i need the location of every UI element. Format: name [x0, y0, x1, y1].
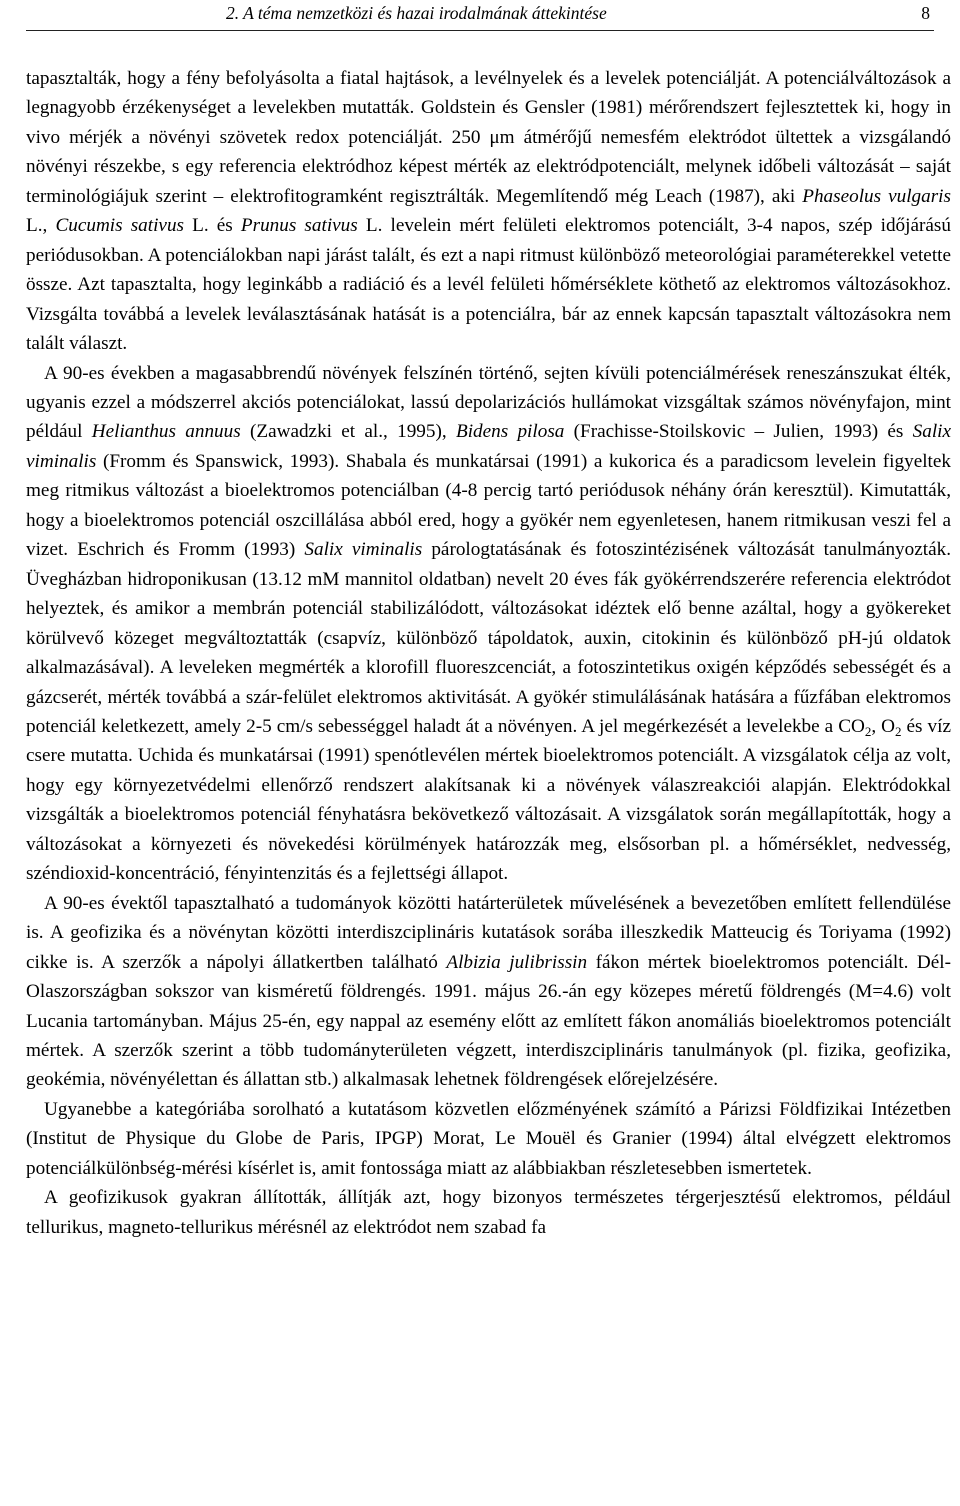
paragraph: [26, 359, 951, 889]
text-run: Ugyanebbe a kategóriába sorolható a kutatásom közvetlen előzményének számító a Párizsi Földfizikai Intézetben (Institut de Physique du Globe de Paris, IPGP) Morat, Le Mouël és Granier (1994) által elvégzett elektromos potenciálkülönbség-mérési kísérlet is, amit fontossága miatt az alábbiakban részletesebben ismertetek.: [26, 1098, 951, 1179]
running-header: [26, 0, 934, 31]
italic-species-name: Albizia julibrissin: [446, 951, 588, 973]
paragraph: [26, 1095, 951, 1183]
text-run: (Frachisse-Stoilskovic – Julien, 1993) és: [564, 421, 913, 443]
subscript: 2: [864, 723, 872, 739]
text-run: L.,: [26, 215, 56, 237]
italic-species-name: Helianthus annuus: [91, 421, 241, 443]
text-run: , O: [871, 715, 896, 737]
text-run: A 90-es évektől tapasztalható a tudományok közötti határterületek művelésének a bevezetőben említett fellendülése is. A geofizika és a növénytan közötti interdiszciplináris kutatások sorába illeszkedik Matteucig és Toriyama (1992) cikke is. A szerzők a nápolyi állatkertben található: [26, 892, 951, 973]
italic-species-name: Salix viminalis: [304, 539, 423, 561]
italic-species-name: Bidens pilosa: [455, 421, 565, 443]
paragraph: [26, 64, 951, 359]
text-run: L. levelein mért felületi elektromos potenciált, 3-4 napos, szép időjárású periódusokban. A potenciálokban napi járást talált, és ezt a napi ritmust különböző meteorológiai paraméterekkel vetette össze. Azt tapasztalta, hogy leginkább a radiáció és a levél felületi hőmérséklete köthető az elektromos változásokhoz. Vizsgálta továbbá a levelek leválasztásának hatását is a potenciálra, bár az ennek kapcsán tapasztalt változásokra nem talált választ.: [26, 215, 951, 355]
italic-species-name: Prunus sativus: [240, 215, 358, 237]
paragraph: [26, 1183, 951, 1242]
text-run: A geofizikusok gyakran állították, állítják azt, hogy bizonyos természetes térgerjesztésű elektromos, például tellurikus, magneto-tellurikus mérésnél az elektródot nem szabad fa: [26, 1187, 951, 1238]
body-text: [26, 64, 951, 1242]
text-run: párologtatásának és fotoszintézisének változását tanulmányozták. Üvegházban hidroponikusan (13.12 mM mannitol oldatban) nevelt 20 éves fák gyökérrendszerére referencia elektródot helyeztek, és amikor a membrán potenciál stabilizálódott, változásokat idéztek elő benne azáltal, hogy a gyökereket körülvevő közeget megváltoztatták (csapvíz, különböző tápoldatok, auxin, citokinin és különböző pH-jú oldatok alkalmazásával). A leveleken megmérték a klorofill fluoreszcenciát, a fotoszintetikus oxigén képződés sebességét és a gázcserét, mérték továbbá a szár-felület elektromos aktivitását. A gyökér stimulálásának hatására a fűzfában elektromos potenciál keletkezett, amely 2-5 cm/s sebességgel haladt át a növényen. A jel megérkezését a levelekbe a CO: [26, 539, 952, 737]
text-run: (Zawadzki et al., 1995),: [240, 421, 456, 443]
italic-species-name: Salix viminalis: [26, 421, 951, 472]
text-run: A 90-es években a magasabbrendű növények felszínén történő, sejten kívüli potenciálmérések reneszánszukat élték, ugyanis ezzel a módszerrel akciós potenciálokat, lassú depolarizációs hullámokat vizsgáltak számos növényfajon, mint például: [26, 362, 951, 443]
text-run: tapasztalták, hogy a fény befolyásolta a fiatal hajtások, a levélnyelek és a levelek potenciálját. A potenciálváltozások a legnagyobb érzékenységet a levelekben mutatták. Goldstein és Gensler (1981) mérőrendszert fejlesztettek ki, hogy in vivo mérjék a növényi szövetek redox potenciálját. 250 μm átmérőjű nemesfém elektródot ültettek a vizsgálandó növényi részekbe, s egy referencia elektródhoz képest mérték az elektródpotenciált, melynek időbeli változását – saját terminológiájuk szerint – elektrofitogramként regisztrálták. Megemlítendő még Leach (1987), aki: [26, 68, 951, 207]
text-run: és víz csere mutatta. Uchida és munkatársai (1991) spenótlevélen mértek bioelektromos potenciált. A vizsgálatok célja az volt, hogy egy környezetvédelmi ellenőrző rendszert alakítsanak ki a növények válaszreakciói alapján. Elektródokkal vizsgálták a bioelektromos potenciál fényhatásra bekövetkező változásait. A vizsgálatok során megállapították, hogy a változásokat a környezeti és növekedési körülmények határozzák meg, elsősorban pl. a hőmérséklet, nedvesség, széndioxid-koncentráció, fényintenzitás és a fejlettségi állapot.: [26, 715, 951, 885]
text-run: (Fromm és Spanswick, 1993). Shabala és munkatársai (1991) a kukorica és a paradicsom levelein figyeltek meg ritmikus változást a bioelektromos potenciálban (4-8 percig tartó periódusok néhány órán keresztül). Kimutatták, hogy a bioelektromos potenciál oszcillálása abból ered, hogy a gyökér nem egyenletesen, hanem ritmikusan veszi fel a vizet. Eschrich és Fromm (1993): [26, 450, 951, 561]
text-run: L. és: [184, 215, 241, 237]
italic-species-name: Cucumis sativus: [55, 215, 185, 237]
page-number: 8: [921, 3, 930, 23]
chapter-title: 2. A téma nemzetközi és hazai irodalmának áttekintése: [226, 3, 607, 23]
subscript: 2: [895, 723, 902, 739]
text-run: fákon mértek bioelektromos potenciált. Dél-Olaszországban sokszor van kisméretű földrengés. 1991. május 26.-án egy közepes méretű földrengés (M=4.6) volt Lucania tartományban. Május 25-én, egy nappal az esemény előtt az említett fákon anomáliás bioelektromos potenciált mértek. A szerzők szerint a több tudományterületen végzett, interdiszciplináris tanulmányok (pl. fizika, geofizika, geokémia, növényélettan és állattan stb.) alkalmasak lehetnek földrengések előrejelzésére.: [26, 951, 951, 1091]
paragraph: [26, 889, 951, 1095]
italic-species-name: Phaseolus vulgaris: [802, 185, 951, 207]
